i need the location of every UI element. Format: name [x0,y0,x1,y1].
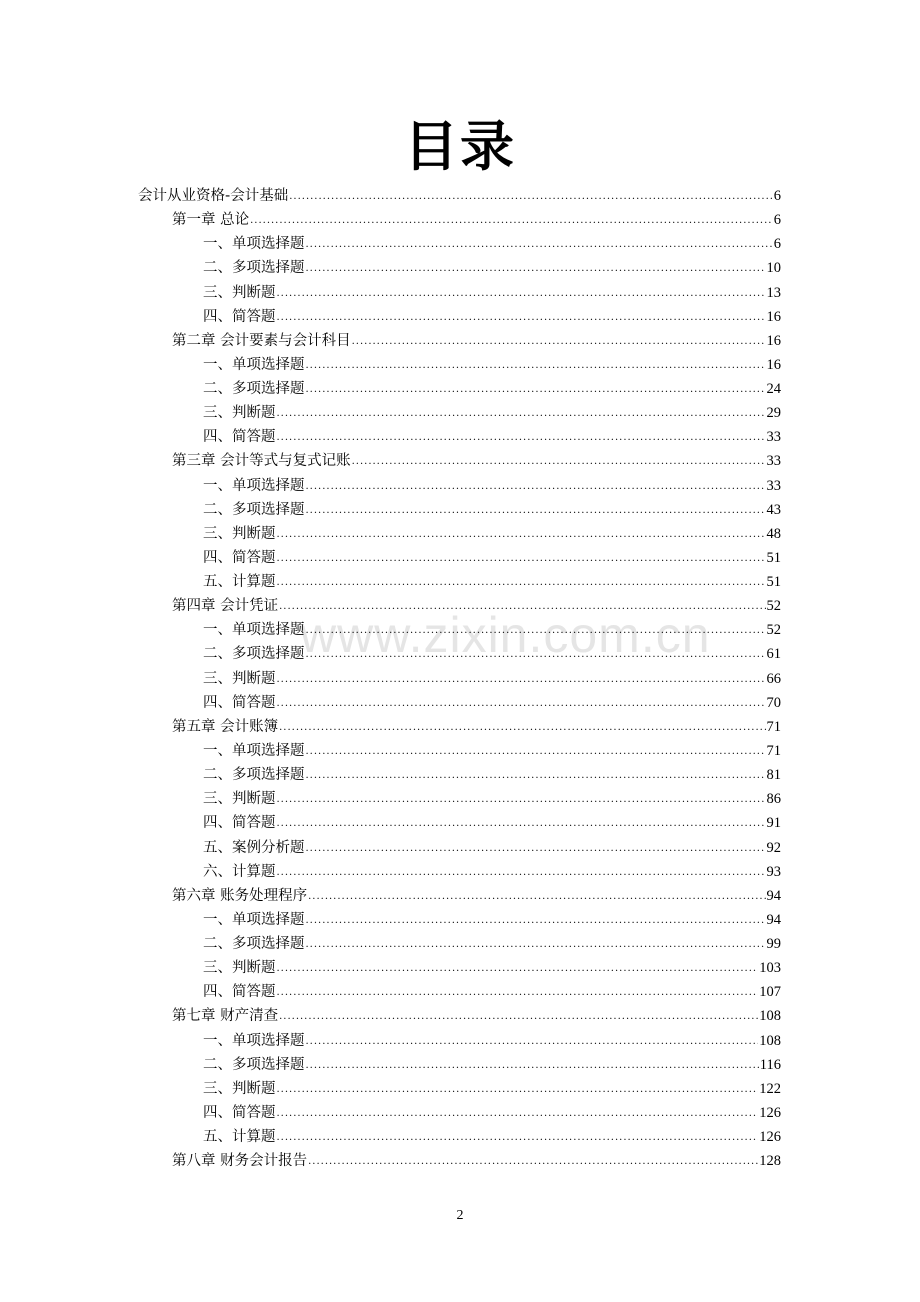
watermark: www.zixin.com.cn [300,607,711,663]
toc-entry-label: 四、简答题 [203,984,276,1000]
toc-section[interactable] [203,353,781,377]
toc-entry-page: 128 [759,1153,781,1169]
page-title: 目录 [404,115,516,178]
toc-entry-page: 108 [759,1033,781,1049]
toc-entry-page: 126 [759,1129,781,1145]
toc-entry-page: 71 [766,743,781,759]
toc-entry-page: 51 [766,550,781,566]
toc-entry-page: 70 [766,695,781,711]
toc-section[interactable] [203,377,781,401]
toc-entry-label: 会计从业资格-会计基础 [138,188,289,204]
toc-section[interactable] [203,281,781,305]
toc-leader-dots [306,264,766,274]
toc-entry-label: 四、简答题 [203,1105,276,1121]
toc-section[interactable] [203,474,781,498]
toc-entry-label: 第四章 会计凭证 [172,598,279,614]
toc-entry-page: 122 [759,1081,781,1097]
toc-entry-page: 10 [766,260,781,276]
toc-entry-label: 二、多项选择题 [203,1057,305,1073]
toc-leader-dots [277,795,766,805]
toc-section[interactable] [203,739,781,763]
toc-leader-dots [306,940,766,950]
toc-entry-label: 二、多项选择题 [203,646,305,662]
toc-entry-page: 16 [766,333,781,349]
toc-entry-label: 六、计算题 [203,864,276,880]
toc-entry-page: 108 [759,1008,781,1024]
toc-entry-page: 6 [773,236,781,252]
toc-chapter[interactable] [172,329,781,353]
toc-entry-label: 三、判断题 [203,1081,276,1097]
toc-entry-page: 91 [766,815,781,831]
toc-section[interactable] [203,956,781,980]
toc-leader-dots [306,1061,759,1071]
toc-entry-page: 6 [773,188,781,204]
toc-entry-label: 二、多项选择题 [203,936,305,952]
toc-section[interactable] [203,305,781,329]
toc-entry-label: 一、单项选择题 [203,357,305,373]
toc-leader-dots [277,433,766,443]
toc-entry-page: 126 [759,1105,781,1121]
toc-leader-dots [306,650,766,660]
toc-leader-dots [277,1085,759,1095]
toc-entry-label: 一、单项选择题 [203,1033,305,1049]
toc-leader-dots [308,892,765,902]
toc-entry-page: 51 [766,574,781,590]
toc-entry-page: 43 [766,502,781,518]
toc-entry-label: 一、单项选择题 [203,912,305,928]
toc-entry-page: 71 [766,719,781,735]
toc-leader-dots [277,409,766,419]
toc-section[interactable] [203,618,781,642]
toc-entry-label: 三、判断题 [203,405,276,421]
toc-entry-page: 33 [766,453,781,469]
toc-leader-dots [277,868,766,878]
toc-leader-dots [279,723,765,733]
toc-section[interactable] [203,425,781,449]
toc-leader-dots [277,289,766,299]
toc-entry-label: 三、判断题 [203,285,276,301]
toc-entry-page: 33 [766,429,781,445]
toc-entry-label: 三、判断题 [203,791,276,807]
toc-entry-label: 第七章 财产清查 [172,1008,279,1024]
toc-section[interactable] [203,522,781,546]
toc-leader-dots [279,602,765,612]
toc-leader-dots [277,819,766,829]
toc-entry-page: 107 [759,984,781,1000]
toc-entry-page: 93 [766,864,781,880]
toc-entry-page: 52 [766,598,781,614]
toc-leader-dots [306,240,773,250]
toc-entry-page: 61 [766,646,781,662]
toc-section[interactable] [203,836,781,860]
toc-section[interactable] [203,763,781,787]
toc-leader-dots [277,530,766,540]
toc-section[interactable] [203,498,781,522]
toc-entry-label: 第三章 会计等式与复式记账 [172,453,351,469]
toc-entry-label: 二、多项选择题 [203,502,305,518]
toc-chapter[interactable] [172,715,781,739]
toc-chapter[interactable] [172,1149,781,1173]
toc-leader-dots [277,1133,759,1143]
toc-section[interactable] [203,1053,781,1077]
toc-leader-dots [289,192,773,202]
toc-leader-dots [250,216,773,226]
toc-entry-label: 二、多项选择题 [203,381,305,397]
toc-entry-label: 一、单项选择题 [203,743,305,759]
toc-leader-dots [306,626,766,636]
toc-entry-page: 66 [766,671,781,687]
toc-entry-page: 16 [766,357,781,373]
toc-section[interactable] [203,787,781,811]
toc-section[interactable] [203,860,781,884]
toc-section[interactable] [203,232,781,256]
toc-section[interactable] [203,1077,781,1101]
toc-leader-dots [352,337,766,347]
toc-leader-dots [308,1157,758,1167]
toc-entry-label: 第二章 会计要素与会计科目 [172,333,351,349]
toc-entry-label: 四、简答题 [203,429,276,445]
toc-chapter[interactable] [172,594,781,618]
toc-section[interactable] [203,932,781,956]
toc-entry-label: 一、单项选择题 [203,622,305,638]
toc-entry-label: 四、简答题 [203,695,276,711]
toc-entry-page: 92 [766,840,781,856]
page-number: 2 [456,1208,464,1223]
toc-entry-page: 33 [766,478,781,494]
toc-entry-label: 一、单项选择题 [203,478,305,494]
toc-leader-dots [306,361,766,371]
toc-leader-dots [306,916,766,926]
toc-entry-page: 94 [766,888,781,904]
toc-leader-dots [277,699,766,709]
toc-leader-dots [277,964,759,974]
toc-entry-label: 第一章 总论 [172,212,250,228]
toc-entry-page: 48 [766,526,781,542]
toc-leader-dots [277,313,766,323]
toc-entry-page: 99 [766,936,781,952]
toc-entry-label: 三、判断题 [203,671,276,687]
toc-leader-dots [306,1037,759,1047]
toc-entry-label: 二、多项选择题 [203,767,305,783]
toc-entry-label: 三、判断题 [203,526,276,542]
toc-entry-label: 第八章 财务会计报告 [172,1153,308,1169]
toc-leader-dots [277,578,766,588]
toc-entry-label: 四、简答题 [203,815,276,831]
toc-section[interactable] [203,642,781,666]
toc-entry-page: 13 [766,285,781,301]
toc-section[interactable] [203,1125,781,1149]
toc-entry-page: 116 [759,1057,781,1073]
toc-entry-page: 24 [766,381,781,397]
toc-section[interactable] [203,1101,781,1125]
toc-entry-page: 29 [766,405,781,421]
toc-entry-page: 103 [759,960,781,976]
toc-entry-page: 52 [766,622,781,638]
toc-entry-label: 第六章 账务处理程序 [172,888,308,904]
toc-leader-dots [306,844,766,854]
toc-entry-label: 五、计算题 [203,1129,276,1145]
toc-section[interactable] [203,811,781,835]
toc-entry-label: 三、判断题 [203,960,276,976]
toc-entry-label: 一、单项选择题 [203,236,305,252]
toc-section[interactable] [203,1029,781,1053]
toc-section[interactable] [203,256,781,280]
toc-entry-label: 二、多项选择题 [203,260,305,276]
toc-entry-page: 86 [766,791,781,807]
toc-entry-label: 五、计算题 [203,574,276,590]
toc-leader-dots [352,457,766,467]
toc-leader-dots [277,675,766,685]
toc-chapter[interactable] [172,208,781,232]
toc-leader-dots [306,506,766,516]
toc-chapter[interactable] [172,449,781,473]
toc-leader-dots [306,747,766,757]
toc-entry-page: 16 [766,309,781,325]
toc-entry-page: 81 [766,767,781,783]
toc-entry-page: 6 [773,212,781,228]
toc-part[interactable] [138,184,781,208]
toc-section[interactable] [203,546,781,570]
toc-leader-dots [306,385,766,395]
toc-section[interactable] [203,908,781,932]
toc-section[interactable] [203,570,781,594]
toc-entry-label: 四、简答题 [203,309,276,325]
toc-section[interactable] [203,691,781,715]
toc-leader-dots [306,482,766,492]
toc-leader-dots [306,771,766,781]
toc-leader-dots [277,988,759,998]
toc-chapter[interactable] [172,884,781,908]
toc-entry-label: 五、案例分析题 [203,840,305,856]
toc-leader-dots [277,554,766,564]
toc-leader-dots [279,1012,758,1022]
toc-section[interactable] [203,980,781,1004]
toc-section[interactable] [203,401,781,425]
toc-leader-dots [277,1109,759,1119]
toc-entry-label: 第五章 会计账簿 [172,719,279,735]
toc-chapter[interactable] [172,1004,781,1028]
toc-entry-label: 四、简答题 [203,550,276,566]
toc-section[interactable] [203,667,781,691]
toc-entry-page: 94 [766,912,781,928]
